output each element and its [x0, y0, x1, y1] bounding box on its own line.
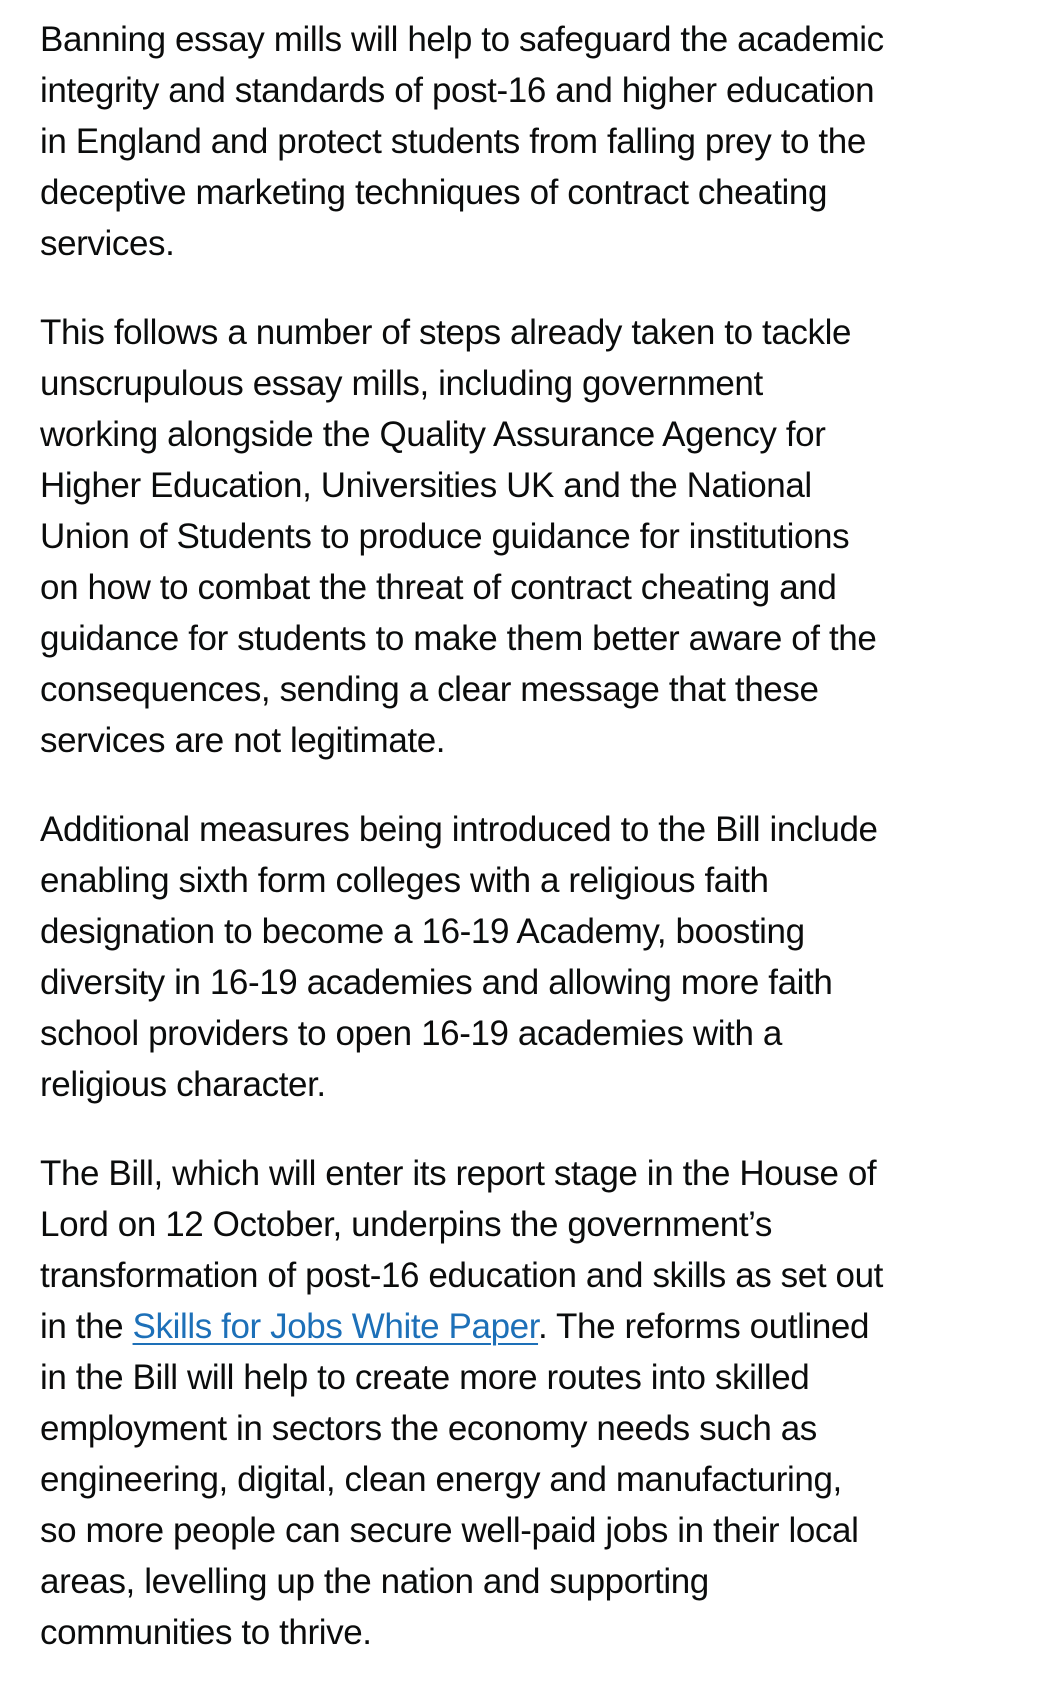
text-line: transformation of post-16 education and skills as set out — [40, 1256, 883, 1295]
paragraph-essay-mills-ban — [40, 14, 1040, 269]
text-line: school providers to open 16-19 academies with a — [40, 1014, 782, 1053]
paragraph-bill-report-stage — [40, 1148, 1040, 1658]
text-line: Higher Education, Universities UK and the National — [40, 466, 812, 505]
text-line: This follows a number of steps already taken to tackle — [40, 313, 852, 352]
text-line: working alongside the Quality Assurance Agency for — [40, 415, 826, 454]
text-line: diversity in 16-19 academies and allowing more faith — [40, 963, 833, 1002]
text-line: deceptive marketing techniques of contract cheating — [40, 173, 828, 212]
text-line: services are not legitimate. — [40, 721, 446, 760]
text-fragment: . The reforms outlined — [538, 1307, 870, 1346]
text-fragment: in the — [40, 1307, 133, 1346]
text-line: Banning essay mills will help to safeguard the academic — [40, 20, 884, 59]
text-line-with-link — [40, 1301, 1040, 1352]
paragraph-steps-taken — [40, 307, 1040, 766]
text-line: The Bill, which will enter its report stage in the House of — [40, 1154, 877, 1193]
text-line: Additional measures being introduced to the Bill include — [40, 810, 878, 849]
text-line: in the Bill will help to create more routes into skilled — [40, 1358, 810, 1397]
text-line: on how to combat the threat of contract cheating and — [40, 568, 837, 607]
text-line: Lord on 12 October, underpins the government’s — [40, 1205, 772, 1244]
article-body — [40, 14, 1040, 1658]
text-line: Union of Students to produce guidance for institutions — [40, 517, 850, 556]
text-line: services. — [40, 224, 175, 263]
text-line: religious character. — [40, 1065, 326, 1104]
text-line: so more people can secure well-paid jobs in their local — [40, 1511, 859, 1550]
text-line: in England and protect students from falling prey to the — [40, 122, 866, 161]
text-line: engineering, digital, clean energy and manufacturing, — [40, 1460, 842, 1499]
text-line: designation to become a 16-19 Academy, boosting — [40, 912, 805, 951]
text-line: unscrupulous essay mills, including government — [40, 364, 763, 403]
text-line: enabling sixth form colleges with a religious faith — [40, 861, 769, 900]
skills-for-jobs-white-paper-link[interactable]: Skills for Jobs White Paper — [132, 1307, 539, 1346]
text-line: integrity and standards of post-16 and higher education — [40, 71, 875, 110]
text-line: guidance for students to make them better aware of the — [40, 619, 877, 658]
paragraph-additional-measures — [40, 804, 1040, 1110]
text-line: areas, levelling up the nation and supporting — [40, 1562, 709, 1601]
text-line: communities to thrive. — [40, 1613, 372, 1652]
text-line: employment in sectors the economy needs such as — [40, 1409, 817, 1448]
text-line: consequences, sending a clear message that these — [40, 670, 819, 709]
